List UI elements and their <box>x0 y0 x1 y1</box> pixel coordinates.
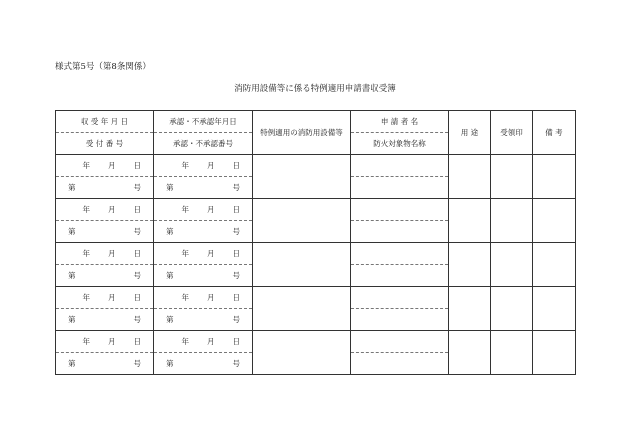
number-suffix: 号 <box>232 359 240 368</box>
number-prefix: 第 <box>166 271 174 280</box>
date-unit-day: 日 <box>232 205 240 214</box>
number-suffix: 号 <box>133 359 141 368</box>
equipment-cell <box>253 243 351 287</box>
remarks-cell <box>533 243 576 287</box>
number-suffix: 号 <box>232 227 240 236</box>
date-unit-day: 日 <box>232 249 240 258</box>
usage-cell <box>449 287 491 331</box>
number-cell <box>154 309 253 331</box>
remarks-cell <box>533 331 576 375</box>
number-cell <box>154 177 253 199</box>
applicant-cell <box>351 155 449 177</box>
entry-date-row <box>56 331 576 353</box>
date-unit-month: 月 <box>108 161 116 170</box>
form-number-label: 様式第5号（第8条関係） <box>55 62 151 72</box>
date-unit-year: 年 <box>82 205 90 214</box>
number-cell <box>154 221 253 243</box>
date-cell <box>154 287 253 309</box>
target-name-cell <box>351 177 449 199</box>
date-cell <box>56 199 154 221</box>
seal-cell <box>491 331 533 375</box>
number-cell <box>154 353 253 375</box>
remarks-cell <box>533 287 576 331</box>
date-cell <box>56 155 154 177</box>
usage-cell <box>449 243 491 287</box>
number-prefix: 第 <box>68 315 76 324</box>
target-name-cell <box>351 309 449 331</box>
number-cell <box>56 177 154 199</box>
entry-date-row <box>56 199 576 221</box>
date-unit-day: 日 <box>133 337 141 346</box>
number-prefix: 第 <box>68 271 76 280</box>
header-received-date: 収 受 年 月 日 <box>56 111 154 133</box>
number-suffix: 号 <box>133 183 141 192</box>
date-unit-year: 年 <box>82 293 90 302</box>
date-unit-year: 年 <box>181 205 189 214</box>
number-suffix: 号 <box>133 271 141 280</box>
header-row-1 <box>56 111 576 133</box>
date-unit-month: 月 <box>207 249 215 258</box>
usage-cell <box>449 199 491 243</box>
header-approval-number: 承認・不承認番号 <box>154 133 253 155</box>
number-cell <box>154 265 253 287</box>
equipment-cell <box>253 199 351 243</box>
number-cell <box>56 265 154 287</box>
number-prefix: 第 <box>166 359 174 368</box>
date-unit-month: 月 <box>108 337 116 346</box>
header-applicant: 申 請 者 名 <box>351 111 449 133</box>
equipment-cell <box>253 331 351 375</box>
date-unit-month: 月 <box>207 161 215 170</box>
number-prefix: 第 <box>166 315 174 324</box>
date-unit-month: 月 <box>108 293 116 302</box>
date-unit-month: 月 <box>207 337 215 346</box>
number-prefix: 第 <box>166 183 174 192</box>
date-unit-month: 月 <box>207 205 215 214</box>
date-unit-year: 年 <box>181 249 189 258</box>
date-unit-year: 年 <box>181 161 189 170</box>
number-suffix: 号 <box>232 183 240 192</box>
date-unit-day: 日 <box>133 161 141 170</box>
date-cell <box>56 287 154 309</box>
date-cell <box>56 331 154 353</box>
header-remarks: 備 考 <box>533 111 576 155</box>
date-unit-year: 年 <box>82 249 90 258</box>
date-unit-month: 月 <box>207 293 215 302</box>
date-unit-day: 日 <box>232 161 240 170</box>
number-suffix: 号 <box>232 271 240 280</box>
date-unit-month: 月 <box>108 249 116 258</box>
date-cell <box>154 199 253 221</box>
header-receipt-number: 受 付 番 号 <box>56 133 154 155</box>
remarks-cell <box>533 155 576 199</box>
date-cell <box>154 155 253 177</box>
ledger-table <box>55 110 576 375</box>
document-title: 消防用設備等に係る特例適用申請書収受簿 <box>234 84 396 94</box>
date-cell <box>56 243 154 265</box>
number-prefix: 第 <box>68 227 76 236</box>
applicant-cell <box>351 243 449 265</box>
date-unit-year: 年 <box>82 337 90 346</box>
target-name-cell <box>351 265 449 287</box>
date-unit-year: 年 <box>82 161 90 170</box>
remarks-cell <box>533 199 576 243</box>
header-usage: 用 途 <box>449 111 491 155</box>
entry-date-row <box>56 287 576 309</box>
date-unit-year: 年 <box>181 293 189 302</box>
target-name-cell <box>351 221 449 243</box>
number-prefix: 第 <box>68 183 76 192</box>
seal-cell <box>491 243 533 287</box>
date-unit-day: 日 <box>232 293 240 302</box>
applicant-cell <box>351 331 449 353</box>
seal-cell <box>491 287 533 331</box>
equipment-cell <box>253 155 351 199</box>
header-target-name: 防火対象物名称 <box>351 133 449 155</box>
applicant-cell <box>351 199 449 221</box>
usage-cell <box>449 155 491 199</box>
date-cell <box>154 331 253 353</box>
seal-cell <box>491 199 533 243</box>
number-cell <box>56 309 154 331</box>
date-cell <box>154 243 253 265</box>
date-unit-day: 日 <box>133 249 141 258</box>
equipment-cell <box>253 287 351 331</box>
header-equipment: 特例適用の消防用設備等 <box>253 111 351 155</box>
header-seal: 受領印 <box>491 111 533 155</box>
number-suffix: 号 <box>133 227 141 236</box>
date-unit-day: 日 <box>232 337 240 346</box>
number-suffix: 号 <box>133 315 141 324</box>
entry-date-row <box>56 243 576 265</box>
date-unit-year: 年 <box>181 337 189 346</box>
number-suffix: 号 <box>232 315 240 324</box>
number-cell <box>56 221 154 243</box>
entry-date-row <box>56 155 576 177</box>
usage-cell <box>449 331 491 375</box>
seal-cell <box>491 155 533 199</box>
date-unit-month: 月 <box>108 205 116 214</box>
date-unit-day: 日 <box>133 293 141 302</box>
applicant-cell <box>351 287 449 309</box>
date-unit-day: 日 <box>133 205 141 214</box>
target-name-cell <box>351 353 449 375</box>
header-approval-date: 承認・不承認年月日 <box>154 111 253 133</box>
number-prefix: 第 <box>166 227 174 236</box>
number-cell <box>56 353 154 375</box>
number-prefix: 第 <box>68 359 76 368</box>
